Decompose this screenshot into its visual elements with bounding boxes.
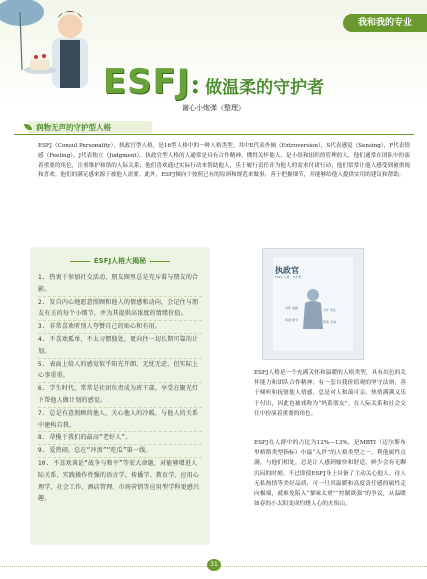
section-heading	[14, 122, 414, 135]
title-decoration-right	[150, 261, 170, 262]
page-number	[200, 559, 228, 573]
sidebar-title	[30, 256, 210, 266]
list-item: 9. 爱热闹，总在“冲浪”“吃瓜”第一线。	[38, 445, 202, 458]
book-cover-image	[262, 248, 364, 360]
right-paragraph-1: ESFJ人格是一个充满关怀和温暖的人格类型，具有出色的关怀能力和团队合作精神；有一套自我价值观的坚守法则，善于倾听和抚慰他人情感，总是对人和蔼可亲、热情满满又乐于付出，因此也被戏称为“妈系朋友”。在人际关系和社会交往中扮演着重要的角色。	[254, 370, 406, 417]
list-item: 7. 总是有意照顾的他人，关心他人的冷暖，与他人的关系中建构自我。	[38, 408, 202, 433]
list-item: 10. 不喜欢谈论“战争与和平”等宏大命题，对能够增进人际关系、实践操作性强的语言学、传播学、教育学、应用心理学、社会工作、酒店管理、市场营销等应用型学科更感兴趣。	[38, 459, 200, 503]
book-subtitle: ESFJ 人格 · 守护型	[275, 275, 302, 279]
word-cloud-figure	[283, 285, 343, 337]
title-colon: :	[190, 70, 201, 100]
svg-text:帮助 忠诚: 帮助 忠诚	[323, 320, 336, 324]
title-subtitle: 做温柔的守护者	[205, 78, 325, 98]
umbrella-shape	[0, 0, 44, 26]
intro-paragraph: ESFJ（Consul Personality），执政官型人格，是16型人格中的一种人格类型。其中E代表外倾（Extroversion），S代表感觉（Sensing），F代表情感（Feeling），J代表独立（Judgment）。执政官型人格的人通常是具有合作精神、懂得关怀他人、是小组和组织的管理的人。他们通常在团队中扮演着重要的角色，注重维护和谐的人际关系；他们喜欢通过实际行动来帮助他人，乐于履行责任并为他人的需求付诸行动；他们常常让他人感受到被重视和喜欢。他们的满足感来源于被他人需要。此外，ESFJ倾向于按照已有的原则和规范来做事，善于把握细节，并能够给他人提供实用的建议和帮助。	[38, 143, 410, 179]
svg-text:关怀 温暖: 关怀 温暖	[285, 306, 298, 310]
list-item: 6. 学生时代，常常是社团负责成为班干部，享受在聚光灯下帮他人做计划的感觉。	[38, 383, 202, 408]
sidebar-title-text: ESFJ人格大揭秘	[93, 257, 147, 265]
face-shape	[58, 14, 82, 38]
title-main: ESFJ	[102, 62, 191, 102]
column-tag: 我和我的专业	[343, 14, 427, 32]
list-item: 3. 非常喜欢听别人夸赞自己的贴心和有用。	[38, 321, 202, 334]
svg-text:合作 责任: 合作 责任	[323, 308, 336, 312]
title-decoration-left	[70, 261, 90, 262]
list-item: 1. 热衷于参加社交活动，朋友圈里总是充斥着与朋友的合影。	[38, 272, 202, 297]
list-item: 5. 表面上给人的感觉似乎阳光开朗、无忧无虑，但实际上心事重重。	[38, 359, 202, 384]
list-item: 2. 发自内心地愿意照顾和他人的情感和动向，会记住与朋友有关的每个小细节，并为其提供高浓度的情绪价值。	[38, 297, 202, 322]
list-item: 8. 蒂揽于我们的最高“老好人”。	[38, 432, 202, 445]
right-paragraph-2: ESFJ在人群中的占比为12%—13%，是MBTI（迈尔斯布里格斯类型指标）中最“入世”的人格类型之一，利他属性点满，与他们相处，总是让人感到愉快和舒适，鲜少会有无聊沉闷的时刻。不过即使ESFJ身上具备了主动关心他人、待人无私热情等美好品质，可一旦其温暖和高度责任感的属性走向极端，就难免陷入“爹味太重”“控制欲强”的争议，从温暖如春的小太阳变成灼烧人心的火焰山。	[254, 440, 406, 508]
article-title	[0, 62, 427, 102]
author-credit: 谢心小炮弹（整理）	[182, 104, 245, 112]
svg-text:和谐 细节: 和谐 细节	[285, 318, 298, 322]
sidebar-list	[38, 272, 202, 505]
section-heading-label: 润物无声的守护型人格	[36, 123, 111, 132]
book-title: 执政官	[275, 265, 299, 275]
list-item: 4. 不喜欢孤单，不太习惯独处，更向往一切长期可靠的计划。	[38, 334, 202, 359]
page-number-badge: 31	[207, 559, 221, 571]
